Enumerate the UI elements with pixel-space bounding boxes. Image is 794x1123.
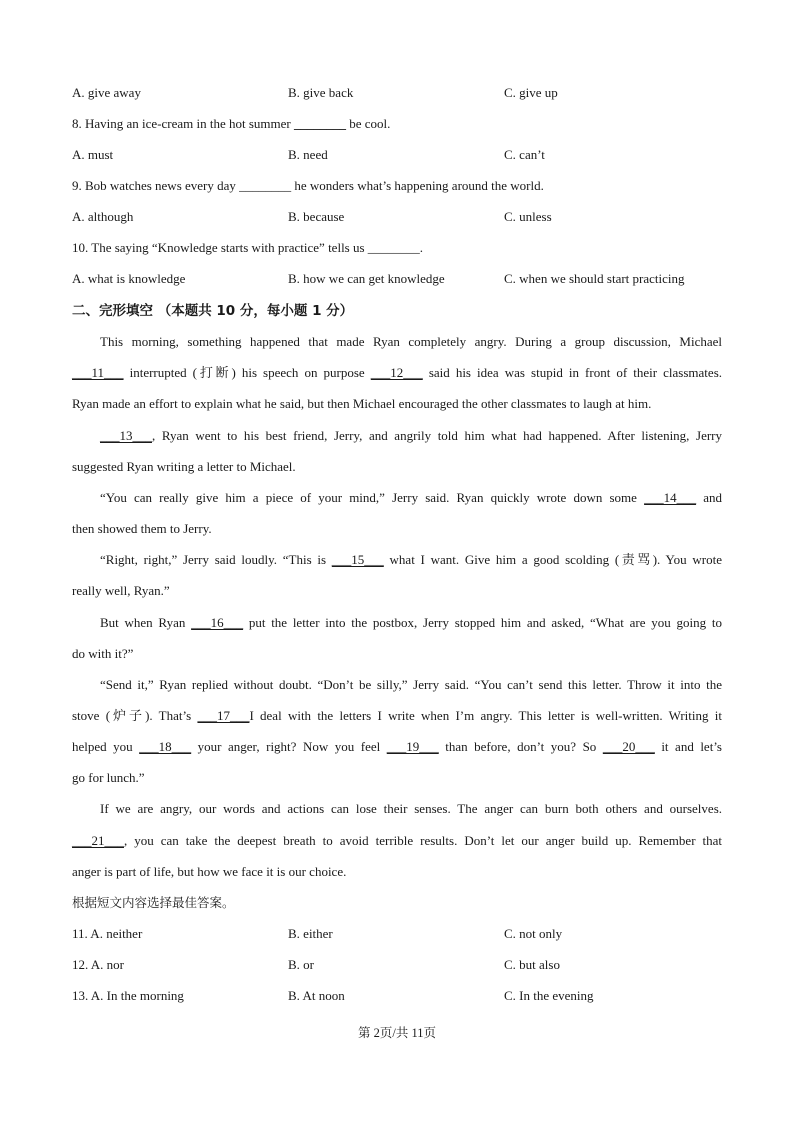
q8-options <box>72 146 722 164</box>
q8-option-a: A. must <box>72 147 114 162</box>
q7-option-b: B. give back <box>288 85 354 100</box>
blank-17: ___17___ <box>197 708 250 723</box>
q13-option-c: C. In the evening <box>504 988 594 1003</box>
q9-option-a: A. although <box>72 209 134 224</box>
q9-option-b: B. because <box>288 209 345 224</box>
blank-11: ___11___ <box>72 365 124 380</box>
passage-line: anger is part of life, but how we face it is our choice. <box>72 864 347 879</box>
blank-13: ___13___ <box>100 428 152 443</box>
passage-line: Ryan made an effort to explain what he said, but then Michael encouraged the other classmates to laugh at him. <box>72 396 652 411</box>
q13-option-b: B. At noon <box>288 988 345 1003</box>
q11-option-a: 11. A. neither <box>72 926 143 941</box>
blank-16: ___16___ <box>191 615 244 630</box>
q11-option-b: B. either <box>288 926 333 941</box>
passage-line: If we are angry, our words and actions can lose their senses. The anger can burn both others and ourselves. <box>100 801 722 816</box>
q9-options <box>72 208 722 226</box>
blank-12: ___12___ <box>370 365 423 380</box>
blank-21: ___21___ <box>72 833 124 848</box>
q10-option-b: B. how we can get knowledge <box>288 271 445 286</box>
q10-question: 10. The saying “Knowledge starts with practice” tells us ________. <box>72 240 424 255</box>
passage-line: “Right, right,” Jerry said loudly. “This is ___15___ what I want. Give him a good scolding (责骂). You wrote <box>100 552 722 567</box>
instruction: 根据短文内容选择最佳答案。 <box>72 895 235 910</box>
q13-option-a: 13. A. In the morning <box>72 988 184 1003</box>
blank-15: ___15___ <box>331 552 384 567</box>
q12-option-a: 12. A. nor <box>72 957 124 972</box>
passage-line: go for lunch.” <box>72 770 145 785</box>
passage-line: do with it?” <box>72 646 134 661</box>
q8-option-b: B. need <box>288 147 328 162</box>
q8-question: 8. Having an ice-cream in the hot summer ________ be cool. <box>72 116 391 131</box>
passage-line: stove (炉子). That’s ___17___I deal with the letters I write when I’m angry. This letter is well-written. Writing it <box>72 708 723 723</box>
passage-line: “You can really give him a piece of your mind,” Jerry said. Ryan quickly wrote down some ___14___ and <box>100 490 722 505</box>
q13-options <box>72 987 722 1005</box>
passage-line: ___11___ interrupted (打断) his speech on purpose ___12___ said his idea was stupid in front of their classmates. <box>72 365 722 380</box>
q7-options <box>72 84 722 102</box>
q12-option-c: C. but also <box>504 957 560 972</box>
q8-blank: ________ <box>294 116 347 131</box>
passage-line: suggested Ryan writing a letter to Michael. <box>72 459 296 474</box>
q10-options <box>72 270 722 288</box>
passage-line: ___13___, Ryan went to his best friend, Jerry, and angrily told him what had happened. After listening, Jerry <box>100 428 722 443</box>
q7-option-c: C. give up <box>504 85 558 100</box>
passage-line: helped you ___18___ your anger, right? Now you feel ___19___ than before, don’t you? So ___20___ it and let’s <box>72 739 722 754</box>
q7-option-a: A. give away <box>72 85 141 100</box>
q10-option-a: A. what is knowledge <box>72 271 186 286</box>
passage-line: This morning, something happened that made Ryan completely angry. During a group discussion, Michael <box>100 334 722 349</box>
blank-20: ___20___ <box>602 739 655 754</box>
page-footer: 第 2页/共 11页 <box>357 1026 436 1040</box>
q10-option-c: C. when we should start practicing <box>504 271 685 286</box>
blank-14: ___14___ <box>644 490 697 505</box>
q9-option-c: C. unless <box>504 209 552 224</box>
passage-line: really well, Ryan.” <box>72 583 170 598</box>
q12-option-b: B. or <box>288 957 314 972</box>
passage-line: But when Ryan ___16___ put the letter into the postbox, Jerry stopped him and asked, “What are you going to <box>100 615 722 630</box>
passage-line: ___21___, you can take the deepest breath to avoid terrible results. Don’t let our anger build up. Remember that <box>72 833 722 848</box>
q12-options <box>72 956 722 974</box>
passage-line: “Send it,” Ryan replied without doubt. “Don’t be silly,” Jerry said. “You can’t send this letter. Throw it into the <box>100 677 722 692</box>
q11-option-c: C. not only <box>504 926 563 941</box>
q11-options <box>72 925 722 943</box>
passage-line: then showed them to Jerry. <box>72 521 212 536</box>
blank-19: ___19___ <box>386 739 439 754</box>
blank-18: ___18___ <box>139 739 192 754</box>
q8-option-c: C. can’t <box>504 147 545 162</box>
q9-question: 9. Bob watches news every day ________ he wonders what’s happening around the world. <box>72 178 544 193</box>
section-heading: 二、完形填空 （本题共 10 分，每小题 1 分） <box>72 303 354 319</box>
